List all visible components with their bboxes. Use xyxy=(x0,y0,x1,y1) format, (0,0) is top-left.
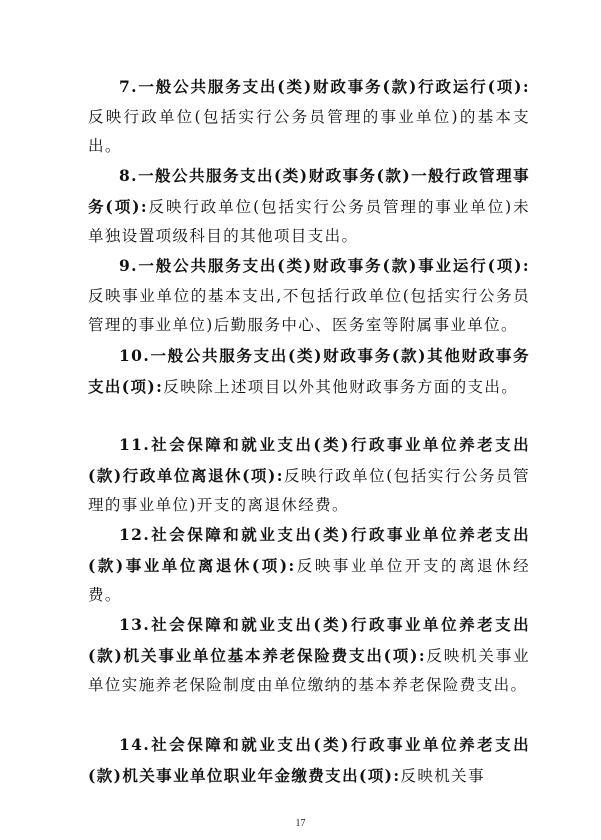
entry-heading: 13.社会保障和就业支出(类)行政事业单位养老支出(款)机关事业单位基本养老保险费支出(项): xyxy=(88,615,530,665)
entry-heading: 11.社会保障和就业支出(类)行政事业单位养老支出(款)行政单位离退休(项): xyxy=(88,435,530,485)
entry-heading: 12.社会保障和就业支出(类)行政事业单位养老支出(款)事业单位离退休(项): xyxy=(88,525,530,575)
entry-body: 反映行政单位(包括实行公务员管理的事业单位)的基本支出。 xyxy=(88,107,530,155)
entry-body: 反映机关事业单位实施养老保险制度由单位缴纳的基本养老保险费支出。 xyxy=(88,646,530,694)
entry-body: 反映除上述项目以外其他财政事务方面的支出。 xyxy=(163,377,519,396)
entry-heading: 9.一般公共服务支出(类)财政事务(款)事业运行(项): xyxy=(119,256,530,275)
entry-heading: 8.一般公共服务支出(类)财政事务(款)一般行政管理事务(项): xyxy=(88,166,530,216)
entry-heading: 10.一般公共服务支出(类)财政事务(款)其他财政事务支出(项): xyxy=(88,346,530,396)
entry-heading: 14.社会保障和就业支出(类)行政事业单位养老支出(款)机关事业单位职业年金缴费支出(项): xyxy=(88,735,530,785)
entry-body: 反映机关事 xyxy=(400,766,485,785)
entry-heading: 7.一般公共服务支出(类)财政事务(款)行政运行(项): xyxy=(119,77,530,96)
entry-9 xyxy=(88,251,530,341)
entry-body: 反映行政单位(包括实行公务员管理的事业单位)未单独设置项级科目的其他项目支出。 xyxy=(88,197,530,245)
page-number: 17 xyxy=(295,818,306,829)
entry-7 xyxy=(88,72,530,162)
entry-11 xyxy=(88,430,530,521)
entry-body: 反映事业单位的基本支出,不包括行政单位(包括实行公务员管理的事业单位)后勤服务中心、医务室等附属事业单位。 xyxy=(88,286,530,334)
entry-body: 反映行政单位(包括实行公务员管理的事业单位)开支的离退休经费。 xyxy=(88,466,530,514)
entry-14 xyxy=(88,730,530,791)
entry-13 xyxy=(88,610,530,701)
entry-10 xyxy=(88,341,530,402)
entry-body: 反映事业单位开支的离退休经费。 xyxy=(88,556,530,604)
entry-12 xyxy=(88,520,530,611)
entry-8 xyxy=(88,161,530,252)
